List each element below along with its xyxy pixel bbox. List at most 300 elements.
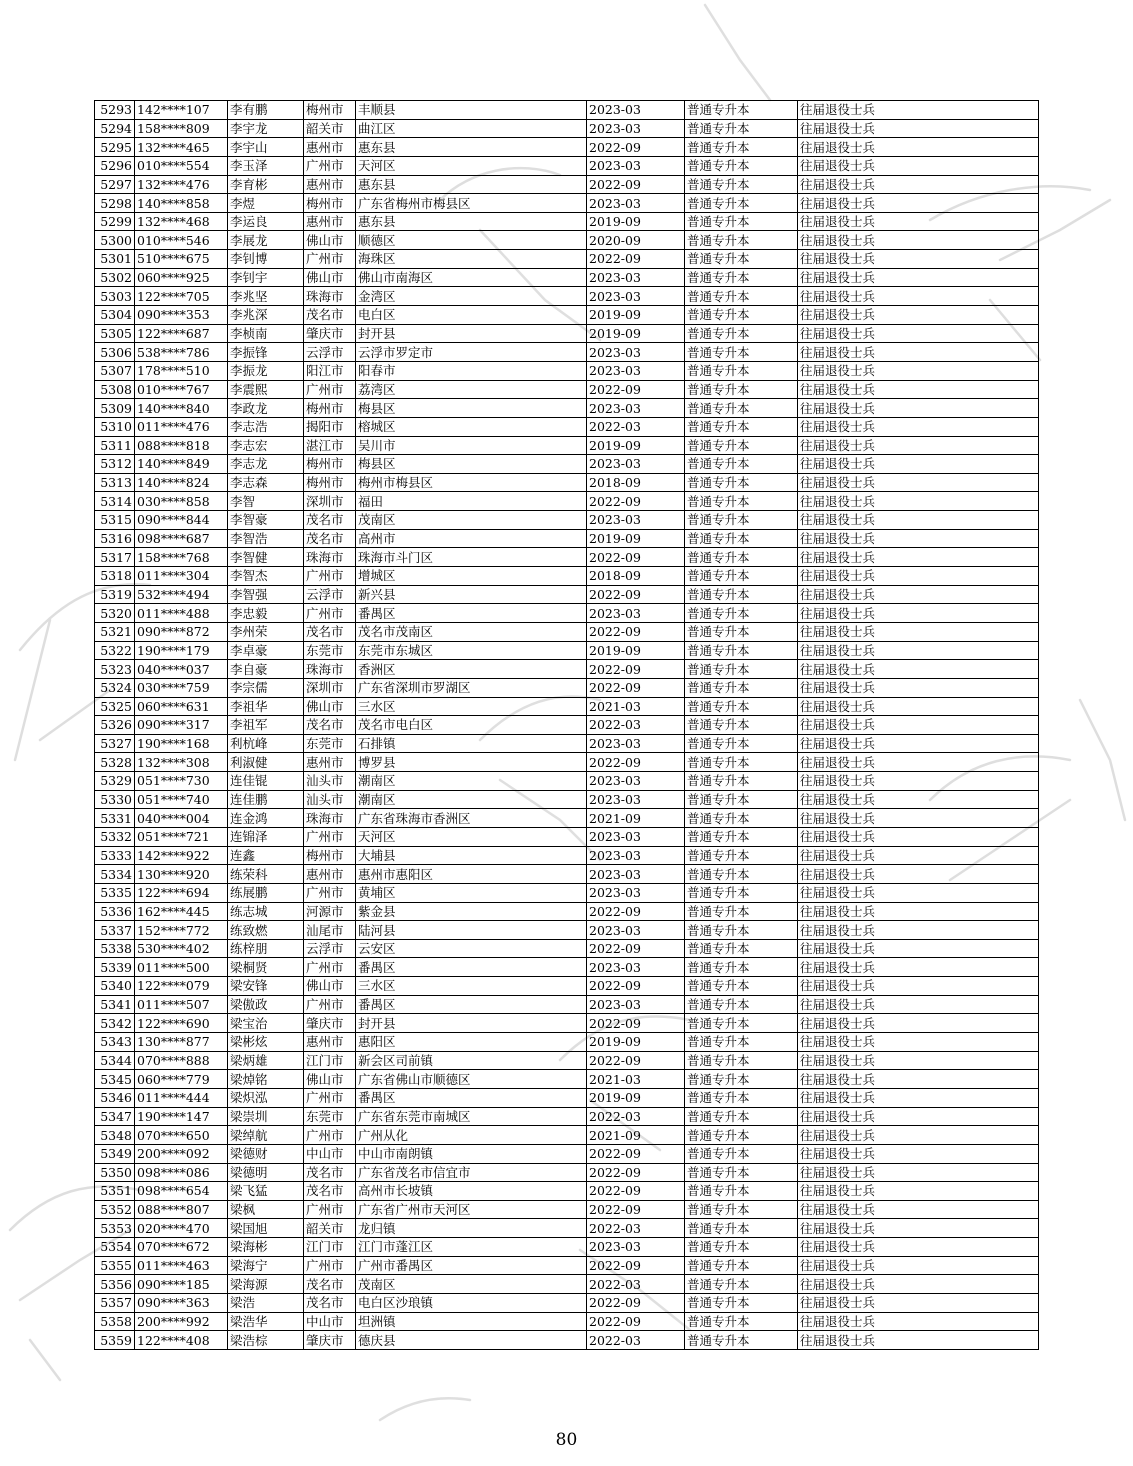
enroll-date-cell: 2023-03 — [587, 101, 685, 120]
city-cell: 汕尾市 — [304, 921, 356, 940]
district-cell: 广东省梅州市梅县区 — [356, 194, 587, 213]
exam-id-cell: 152****772 — [135, 921, 228, 940]
category-cell: 往届退役士兵 — [798, 231, 1039, 250]
enroll-date-cell: 2023-03 — [587, 772, 685, 791]
student-name-cell: 李有鹏 — [228, 101, 304, 120]
table-row — [95, 604, 1039, 623]
city-cell: 梅州市 — [304, 194, 356, 213]
table-row — [95, 567, 1039, 586]
student-name-cell: 梁炳雄 — [228, 1051, 304, 1070]
student-name-cell: 李兆深 — [228, 306, 304, 325]
row-number-cell: 5304 — [95, 306, 135, 325]
exam-type-cell: 普通专升本 — [685, 585, 798, 604]
district-cell: 荔湾区 — [356, 380, 587, 399]
table-row — [95, 138, 1039, 157]
table-row — [95, 716, 1039, 735]
exam-id-cell: 090****317 — [135, 716, 228, 735]
row-number-cell: 5320 — [95, 604, 135, 623]
student-name-cell: 梁海源 — [228, 1275, 304, 1294]
category-cell: 往届退役士兵 — [798, 716, 1039, 735]
table-row — [95, 1126, 1039, 1145]
district-cell: 广东省东莞市南城区 — [356, 1107, 587, 1126]
enroll-date-cell: 2022-09 — [587, 585, 685, 604]
district-cell: 番禺区 — [356, 958, 587, 977]
exam-type-cell: 普通专升本 — [685, 473, 798, 492]
enroll-date-cell: 2022-09 — [587, 548, 685, 567]
student-name-cell: 李智浩 — [228, 529, 304, 548]
enroll-date-cell: 2023-03 — [587, 604, 685, 623]
exam-type-cell: 普通专升本 — [685, 939, 798, 958]
student-name-cell: 梁宝治 — [228, 1014, 304, 1033]
exam-id-cell: 090****353 — [135, 306, 228, 325]
district-cell: 阳春市 — [356, 361, 587, 380]
city-cell: 珠海市 — [304, 809, 356, 828]
row-number-cell: 5328 — [95, 753, 135, 772]
district-cell: 福田 — [356, 492, 587, 511]
enroll-date-cell: 2022-09 — [587, 939, 685, 958]
row-number-cell: 5314 — [95, 492, 135, 511]
district-cell: 吴川市 — [356, 436, 587, 455]
city-cell: 中山市 — [304, 1312, 356, 1331]
exam-type-cell: 普通专升本 — [685, 716, 798, 735]
city-cell: 珠海市 — [304, 660, 356, 679]
exam-id-cell: 098****086 — [135, 1163, 228, 1182]
exam-id-cell: 140****824 — [135, 473, 228, 492]
district-cell: 番禺区 — [356, 604, 587, 623]
city-cell: 肇庆市 — [304, 1331, 356, 1350]
city-cell: 广州市 — [304, 958, 356, 977]
exam-id-cell: 011****463 — [135, 1256, 228, 1275]
student-name-cell: 梁浩华 — [228, 1312, 304, 1331]
exam-type-cell: 普通专升本 — [685, 194, 798, 213]
row-number-cell: 5310 — [95, 417, 135, 436]
table-row — [95, 1275, 1039, 1294]
table-row — [95, 175, 1039, 194]
category-cell: 往届退役士兵 — [798, 567, 1039, 586]
student-name-cell: 李宇龙 — [228, 119, 304, 138]
enroll-date-cell: 2023-03 — [587, 511, 685, 530]
enroll-date-cell: 2021-09 — [587, 1126, 685, 1145]
category-cell: 往届退役士兵 — [798, 1163, 1039, 1182]
row-number-cell: 5306 — [95, 343, 135, 362]
student-name-cell: 练梓朋 — [228, 939, 304, 958]
enroll-date-cell: 2022-09 — [587, 1163, 685, 1182]
enroll-date-cell: 2022-09 — [587, 380, 685, 399]
category-cell: 往届退役士兵 — [798, 138, 1039, 157]
district-cell: 丰顺县 — [356, 101, 587, 120]
table-row — [95, 902, 1039, 921]
enroll-date-cell: 2023-03 — [587, 995, 685, 1014]
exam-id-cell: 190****147 — [135, 1107, 228, 1126]
exam-type-cell: 普通专升本 — [685, 567, 798, 586]
district-cell: 三水区 — [356, 697, 587, 716]
row-number-cell: 5303 — [95, 287, 135, 306]
exam-type-cell: 普通专升本 — [685, 1331, 798, 1350]
enroll-date-cell: 2022-09 — [587, 977, 685, 996]
table-row — [95, 1256, 1039, 1275]
row-number-cell: 5297 — [95, 175, 135, 194]
district-cell: 潮南区 — [356, 790, 587, 809]
district-cell: 广东省佛山市顺德区 — [356, 1070, 587, 1089]
exam-type-cell: 普通专升本 — [685, 119, 798, 138]
district-cell: 海珠区 — [356, 250, 587, 269]
district-cell: 顺德区 — [356, 231, 587, 250]
exam-type-cell: 普通专升本 — [685, 809, 798, 828]
city-cell: 广州市 — [304, 156, 356, 175]
exam-id-cell: 070****888 — [135, 1051, 228, 1070]
row-number-cell: 5340 — [95, 977, 135, 996]
enroll-date-cell: 2023-03 — [587, 455, 685, 474]
enroll-date-cell: 2021-09 — [587, 809, 685, 828]
city-cell: 茂名市 — [304, 1275, 356, 1294]
city-cell: 茂名市 — [304, 306, 356, 325]
exam-type-cell: 普通专升本 — [685, 156, 798, 175]
student-name-cell: 连鑫 — [228, 846, 304, 865]
category-cell: 往届退役士兵 — [798, 734, 1039, 753]
category-cell: 往届退役士兵 — [798, 883, 1039, 902]
category-cell: 往届退役士兵 — [798, 827, 1039, 846]
student-name-cell: 李忠毅 — [228, 604, 304, 623]
category-cell: 往届退役士兵 — [798, 1238, 1039, 1257]
exam-type-cell: 普通专升本 — [685, 380, 798, 399]
row-number-cell: 5347 — [95, 1107, 135, 1126]
category-cell: 往届退役士兵 — [798, 268, 1039, 287]
category-cell: 往届退役士兵 — [798, 660, 1039, 679]
category-cell: 往届退役士兵 — [798, 343, 1039, 362]
city-cell: 茂名市 — [304, 1182, 356, 1201]
exam-type-cell: 普通专升本 — [685, 101, 798, 120]
city-cell: 深圳市 — [304, 492, 356, 511]
table-row — [95, 678, 1039, 697]
district-cell: 天河区 — [356, 156, 587, 175]
category-cell: 往届退役士兵 — [798, 1126, 1039, 1145]
category-cell: 往届退役士兵 — [798, 1051, 1039, 1070]
exam-id-cell: 130****920 — [135, 865, 228, 884]
district-cell: 广州从化 — [356, 1126, 587, 1145]
enroll-date-cell: 2023-03 — [587, 734, 685, 753]
district-cell: 黄埔区 — [356, 883, 587, 902]
exam-id-cell: 200****092 — [135, 1144, 228, 1163]
exam-type-cell: 普通专升本 — [685, 1219, 798, 1238]
district-cell: 电白区沙琅镇 — [356, 1294, 587, 1313]
enroll-date-cell: 2022-09 — [587, 622, 685, 641]
exam-type-cell: 普通专升本 — [685, 511, 798, 530]
city-cell: 广州市 — [304, 567, 356, 586]
exam-id-cell: 090****363 — [135, 1294, 228, 1313]
table-row — [95, 1182, 1039, 1201]
category-cell: 往届退役士兵 — [798, 1182, 1039, 1201]
category-cell: 往届退役士兵 — [798, 1033, 1039, 1052]
city-cell: 梅州市 — [304, 473, 356, 492]
exam-id-cell: 158****809 — [135, 119, 228, 138]
enroll-date-cell: 2022-03 — [587, 1275, 685, 1294]
enroll-date-cell: 2019-09 — [587, 1088, 685, 1107]
exam-type-cell: 普通专升本 — [685, 734, 798, 753]
enroll-date-cell: 2021-03 — [587, 1070, 685, 1089]
city-cell: 广州市 — [304, 1088, 356, 1107]
exam-type-cell: 普通专升本 — [685, 1275, 798, 1294]
city-cell: 珠海市 — [304, 548, 356, 567]
exam-type-cell: 普通专升本 — [685, 1200, 798, 1219]
table-row — [95, 1312, 1039, 1331]
student-name-cell: 李钊宇 — [228, 268, 304, 287]
category-cell: 往届退役士兵 — [798, 1256, 1039, 1275]
category-cell: 往届退役士兵 — [798, 585, 1039, 604]
row-number-cell: 5295 — [95, 138, 135, 157]
district-cell: 茂名市电白区 — [356, 716, 587, 735]
city-cell: 云浮市 — [304, 939, 356, 958]
category-cell: 往届退役士兵 — [798, 641, 1039, 660]
student-name-cell: 梁德明 — [228, 1163, 304, 1182]
exam-id-cell: 158****768 — [135, 548, 228, 567]
enroll-date-cell: 2022-03 — [587, 417, 685, 436]
enroll-date-cell: 2019-09 — [587, 306, 685, 325]
exam-id-cell: 060****779 — [135, 1070, 228, 1089]
district-cell: 云安区 — [356, 939, 587, 958]
exam-id-cell: 030****858 — [135, 492, 228, 511]
city-cell: 佛山市 — [304, 977, 356, 996]
category-cell: 往届退役士兵 — [798, 417, 1039, 436]
enroll-date-cell: 2022-09 — [587, 1144, 685, 1163]
table-row — [95, 1219, 1039, 1238]
exam-type-cell: 普通专升本 — [685, 548, 798, 567]
district-cell: 惠东县 — [356, 212, 587, 231]
city-cell: 阳江市 — [304, 361, 356, 380]
city-cell: 茂名市 — [304, 622, 356, 641]
exam-id-cell: 010****554 — [135, 156, 228, 175]
enroll-date-cell: 2022-09 — [587, 1014, 685, 1033]
table-row — [95, 324, 1039, 343]
exam-id-cell: 090****844 — [135, 511, 228, 530]
table-row — [95, 1070, 1039, 1089]
row-number-cell: 5350 — [95, 1163, 135, 1182]
category-cell: 往届退役士兵 — [798, 1294, 1039, 1313]
category-cell: 往届退役士兵 — [798, 361, 1039, 380]
city-cell: 惠州市 — [304, 753, 356, 772]
row-number-cell: 5313 — [95, 473, 135, 492]
city-cell: 佛山市 — [304, 1070, 356, 1089]
enroll-date-cell: 2022-09 — [587, 1256, 685, 1275]
exam-type-cell: 普通专升本 — [685, 1033, 798, 1052]
exam-type-cell: 普通专升本 — [685, 697, 798, 716]
student-name-cell: 梁绰航 — [228, 1126, 304, 1145]
city-cell: 韶关市 — [304, 119, 356, 138]
enroll-date-cell: 2023-03 — [587, 287, 685, 306]
district-cell: 云浮市罗定市 — [356, 343, 587, 362]
exam-type-cell: 普通专升本 — [685, 1256, 798, 1275]
exam-type-cell: 普通专升本 — [685, 660, 798, 679]
enroll-date-cell: 2023-03 — [587, 827, 685, 846]
exam-type-cell: 普通专升本 — [685, 361, 798, 380]
enroll-date-cell: 2021-03 — [587, 697, 685, 716]
enroll-date-cell: 2022-09 — [587, 753, 685, 772]
category-cell: 往届退役士兵 — [798, 306, 1039, 325]
table-row — [95, 455, 1039, 474]
student-name-cell: 李玉泽 — [228, 156, 304, 175]
page-number: 80 — [555, 1430, 578, 1450]
exam-type-cell: 普通专升本 — [685, 1051, 798, 1070]
row-number-cell: 5343 — [95, 1033, 135, 1052]
student-name-cell: 梁枫 — [228, 1200, 304, 1219]
row-number-cell: 5331 — [95, 809, 135, 828]
exam-type-cell: 普通专升本 — [685, 977, 798, 996]
district-cell: 惠州市惠阳区 — [356, 865, 587, 884]
row-number-cell: 5336 — [95, 902, 135, 921]
city-cell: 广州市 — [304, 995, 356, 1014]
student-name-cell: 练致燃 — [228, 921, 304, 940]
exam-type-cell: 普通专升本 — [685, 622, 798, 641]
exam-id-cell: 011****488 — [135, 604, 228, 623]
exam-id-cell: 070****650 — [135, 1126, 228, 1145]
city-cell: 惠州市 — [304, 175, 356, 194]
category-cell: 往届退役士兵 — [798, 977, 1039, 996]
district-cell: 茂南区 — [356, 1275, 587, 1294]
district-cell: 番禺区 — [356, 1088, 587, 1107]
city-cell: 东莞市 — [304, 1107, 356, 1126]
student-name-cell: 李宗儒 — [228, 678, 304, 697]
category-cell: 往届退役士兵 — [798, 921, 1039, 940]
district-cell: 江门市蓬江区 — [356, 1238, 587, 1257]
table-row — [95, 939, 1039, 958]
row-number-cell: 5301 — [95, 250, 135, 269]
city-cell: 揭阳市 — [304, 417, 356, 436]
enroll-date-cell: 2022-09 — [587, 678, 685, 697]
category-cell: 往届退役士兵 — [798, 119, 1039, 138]
exam-id-cell: 098****687 — [135, 529, 228, 548]
exam-id-cell: 130****877 — [135, 1033, 228, 1052]
category-cell: 往届退役士兵 — [798, 324, 1039, 343]
table-row — [95, 287, 1039, 306]
category-cell: 往届退役士兵 — [798, 399, 1039, 418]
row-number-cell: 5353 — [95, 1219, 135, 1238]
table-body — [95, 101, 1039, 1350]
category-cell: 往届退役士兵 — [798, 995, 1039, 1014]
exam-type-cell: 普通专升本 — [685, 772, 798, 791]
city-cell: 惠州市 — [304, 212, 356, 231]
category-cell: 往届退役士兵 — [798, 697, 1039, 716]
city-cell: 江门市 — [304, 1238, 356, 1257]
student-name-cell: 梁德财 — [228, 1144, 304, 1163]
district-cell: 东莞市东城区 — [356, 641, 587, 660]
exam-id-cell: 011****304 — [135, 567, 228, 586]
district-cell: 广东省广州市天河区 — [356, 1200, 587, 1219]
exam-id-cell: 010****546 — [135, 231, 228, 250]
city-cell: 肇庆市 — [304, 1014, 356, 1033]
table-row — [95, 511, 1039, 530]
student-name-cell: 梁焯铭 — [228, 1070, 304, 1089]
city-cell: 梅州市 — [304, 846, 356, 865]
category-cell: 往届退役士兵 — [798, 958, 1039, 977]
exam-id-cell: 090****872 — [135, 622, 228, 641]
city-cell: 河源市 — [304, 902, 356, 921]
exam-type-cell: 普通专升本 — [685, 399, 798, 418]
category-cell: 往届退役士兵 — [798, 1088, 1039, 1107]
category-cell: 往届退役士兵 — [798, 846, 1039, 865]
exam-id-cell: 011****444 — [135, 1088, 228, 1107]
exam-id-cell: 142****922 — [135, 846, 228, 865]
score-table — [94, 100, 1039, 1350]
district-cell: 梅县区 — [356, 399, 587, 418]
row-number-cell: 5346 — [95, 1088, 135, 1107]
student-name-cell: 梁浩 — [228, 1294, 304, 1313]
district-cell: 珠海市斗门区 — [356, 548, 587, 567]
exam-type-cell: 普通专升本 — [685, 995, 798, 1014]
table-row — [95, 1051, 1039, 1070]
district-cell: 新兴县 — [356, 585, 587, 604]
row-number-cell: 5359 — [95, 1331, 135, 1350]
city-cell: 深圳市 — [304, 678, 356, 697]
category-cell: 往届退役士兵 — [798, 772, 1039, 791]
enroll-date-cell: 2023-03 — [587, 865, 685, 884]
student-name-cell: 李展龙 — [228, 231, 304, 250]
row-number-cell: 5357 — [95, 1294, 135, 1313]
exam-id-cell: 140****849 — [135, 455, 228, 474]
table-row — [95, 1144, 1039, 1163]
exam-id-cell: 200****992 — [135, 1312, 228, 1331]
row-number-cell: 5293 — [95, 101, 135, 120]
student-name-cell: 梁海彬 — [228, 1238, 304, 1257]
student-name-cell: 李钊博 — [228, 250, 304, 269]
row-number-cell: 5300 — [95, 231, 135, 250]
table-row — [95, 399, 1039, 418]
district-cell: 佛山市南海区 — [356, 268, 587, 287]
table-row — [95, 343, 1039, 362]
row-number-cell: 5296 — [95, 156, 135, 175]
enroll-date-cell: 2023-03 — [587, 156, 685, 175]
student-name-cell: 梁炽泓 — [228, 1088, 304, 1107]
row-number-cell: 5341 — [95, 995, 135, 1014]
city-cell: 广州市 — [304, 883, 356, 902]
student-name-cell: 李宇山 — [228, 138, 304, 157]
row-number-cell: 5337 — [95, 921, 135, 940]
row-number-cell: 5317 — [95, 548, 135, 567]
district-cell: 三水区 — [356, 977, 587, 996]
row-number-cell: 5294 — [95, 119, 135, 138]
city-cell: 佛山市 — [304, 697, 356, 716]
row-number-cell: 5322 — [95, 641, 135, 660]
exam-id-cell: 051****740 — [135, 790, 228, 809]
exam-id-cell: 190****168 — [135, 734, 228, 753]
exam-id-cell: 090****185 — [135, 1275, 228, 1294]
exam-type-cell: 普通专升本 — [685, 921, 798, 940]
city-cell: 湛江市 — [304, 436, 356, 455]
district-cell: 紫金县 — [356, 902, 587, 921]
city-cell: 茂名市 — [304, 511, 356, 530]
district-cell: 潮南区 — [356, 772, 587, 791]
exam-type-cell: 普通专升本 — [685, 641, 798, 660]
table-row — [95, 883, 1039, 902]
city-cell: 云浮市 — [304, 585, 356, 604]
exam-id-cell: 088****818 — [135, 436, 228, 455]
table-row — [95, 753, 1039, 772]
table-row — [95, 231, 1039, 250]
row-number-cell: 5315 — [95, 511, 135, 530]
enroll-date-cell: 2018-09 — [587, 567, 685, 586]
city-cell: 茂名市 — [304, 716, 356, 735]
exam-type-cell: 普通专升本 — [685, 827, 798, 846]
enroll-date-cell: 2023-03 — [587, 790, 685, 809]
exam-type-cell: 普通专升本 — [685, 455, 798, 474]
category-cell: 往届退役士兵 — [798, 865, 1039, 884]
student-name-cell: 梁飞猛 — [228, 1182, 304, 1201]
enroll-date-cell: 2023-03 — [587, 958, 685, 977]
student-name-cell: 练志城 — [228, 902, 304, 921]
category-cell: 往届退役士兵 — [798, 1144, 1039, 1163]
category-cell: 往届退役士兵 — [798, 902, 1039, 921]
student-name-cell: 李祖军 — [228, 716, 304, 735]
district-cell: 封开县 — [356, 324, 587, 343]
exam-id-cell: 122****079 — [135, 977, 228, 996]
